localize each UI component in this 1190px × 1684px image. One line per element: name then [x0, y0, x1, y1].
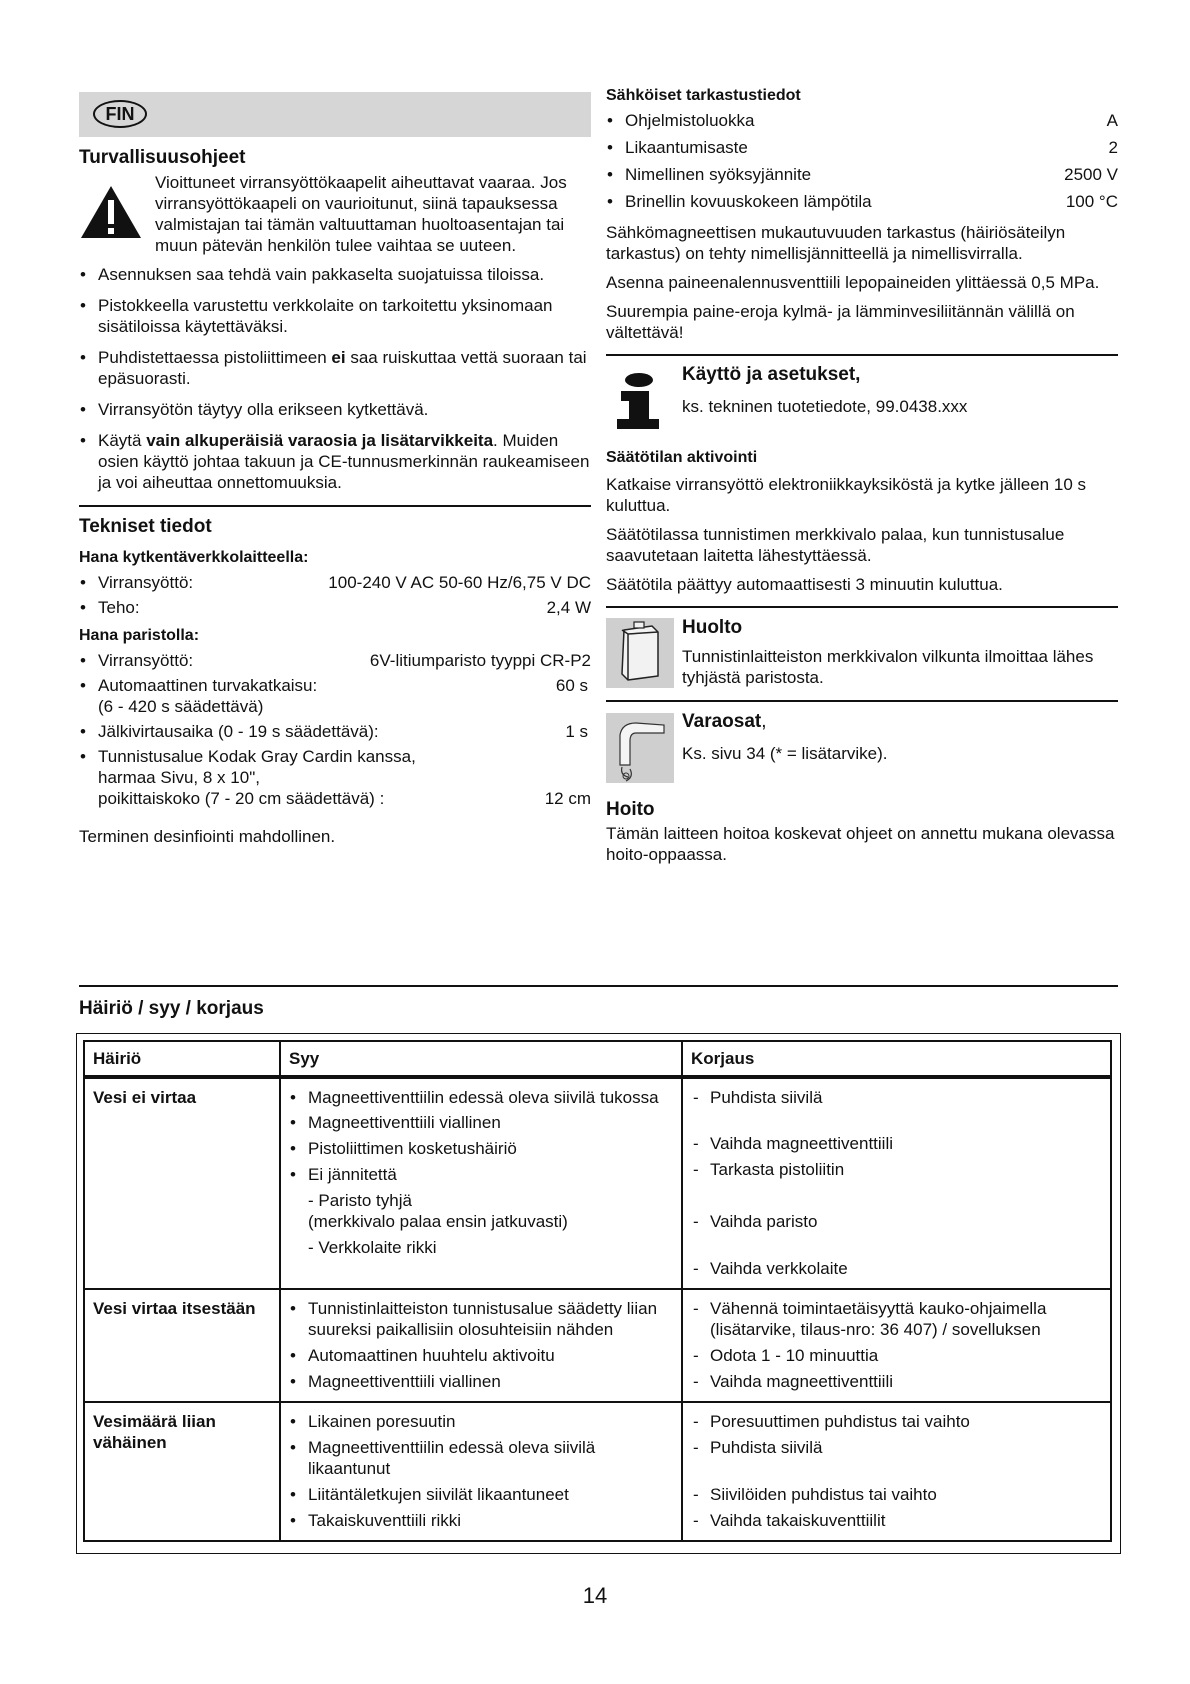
adjust-text-3: Säätötila päättyy automaattisesti 3 minuutin kuluttua. [606, 575, 1003, 594]
service-section [606, 616, 1118, 696]
column-header: Syy [280, 1041, 682, 1077]
troubleshooting-header [79, 985, 1118, 1021]
list-item: - Puhdista siivilä [691, 1087, 1102, 1108]
fix-cell [682, 1077, 1111, 1289]
usage-section [606, 363, 1118, 433]
care-text: Tämän laitteen hoitoa koskevat ohjeet on annettu mukana olevassa hoito-oppaassa. [606, 824, 1115, 864]
spec-row: • Nimellinen syöksyjännite 2500 V [606, 164, 1118, 185]
warning-text: Vioittuneet virransyöttökaapelit aiheuttavat vaaraa. Jos virransyöttökaapeli on vaurioitunut, siinä tapauksessa valmistajan tai tämän valtuuttaman huoltoasentajan tai muun pätevän henkilön tulee vaihtaa se uuteen. [155, 173, 567, 255]
language-bar [79, 92, 591, 137]
table-row [84, 1402, 1111, 1541]
fault-cell: Vesi virtaa itsestään [84, 1289, 280, 1402]
spares-title: Varaosat, [682, 711, 767, 732]
fault-cell: Vesimäärä liian vähäinen [84, 1402, 280, 1541]
troubleshooting-table [83, 1040, 1112, 1542]
column-header: Häiriö [84, 1041, 280, 1077]
usage-title: Käyttö ja asetukset, [682, 364, 861, 385]
service-text: Tunnistinlaitteiston merkkivalon vilkunta ilmoittaa lähes tyhjästä paristosta. [682, 647, 1094, 687]
fault-cell: Vesi ei virtaa [84, 1077, 280, 1289]
column-header: Korjaus [682, 1041, 1111, 1077]
cause-cell [280, 1077, 682, 1289]
battery-heading: Hana paristolla: [79, 627, 200, 644]
safety-title: Turvallisuusohjeet [79, 147, 246, 168]
troubleshooting-title: Häiriö / syy / korjaus [79, 998, 264, 1019]
emc-text: Sähkömagneettisen mukautuvuuden tarkastus (häiriösäteilyn tarkastus) on tehty nimellisjännitteellä ja nimellisvirralla. [606, 223, 1066, 263]
list-item: - Verkkolaite rikki [308, 1238, 437, 1257]
list-item: • Virransyötön täytyy olla erikseen kytkettävä. [79, 399, 591, 420]
tech-title: Tekniset tiedot [79, 516, 212, 537]
list-item: • Puhdistettaessa pistoliittimeen ei saa ruiskuttaa vettä suoraan tai epäsuorasti. [79, 347, 591, 389]
electrical-specs [606, 110, 1118, 212]
list-item: • Käytä vain alkuperäisiä varaosia ja lisätarvikkeita. Muiden osien käyttö johtaa takuun ja CE-tunnusmerkinnän raukeamiseen ja voi aiheuttaa onnettomuuksia. [79, 430, 591, 493]
list-item: • Magneettiventtiilin edessä oleva siivilä likaantunut [289, 1437, 673, 1479]
list-item: - Odota 1 - 10 minuuttia [691, 1345, 1102, 1366]
list-item: - Vaihda paristo [691, 1211, 1102, 1232]
table-header-row [84, 1041, 1111, 1077]
adjust-heading: Säätötilan aktivointi [606, 449, 758, 466]
fix-cell [682, 1402, 1111, 1541]
divider [79, 985, 1118, 987]
service-title: Huolto [682, 617, 743, 638]
left-column [79, 92, 591, 847]
list-item: - Tarkasta pistoliitin [691, 1159, 1102, 1180]
list-item: • Pistokkeella varustettu verkkolaite on tarkoitettu yksinomaan sisätiloissa käytettäväksi. [79, 295, 591, 337]
list-item: • Takaiskuventtiili rikki [289, 1510, 673, 1531]
list-item: • Magneettiventtiili viallinen [289, 1371, 673, 1392]
right-column [606, 86, 1118, 865]
spec-row: • Tunnistusalue Kodak Gray Cardin kanssa, harmaa Sivu, 8 x 10", poikittaiskoko (7 - 20 cm säädettävä) : 12 cm [79, 746, 591, 809]
divider [606, 606, 1118, 608]
troubleshooting-table-frame [76, 1033, 1121, 1554]
adjust-text-1: Katkaise virransyöttö elektroniikkayksiköstä ja kytke jälleen 10 s kuluttua. [606, 475, 1086, 515]
spares-text: Ks. sivu 34 (* = lisätarvike). [682, 744, 888, 763]
page-number: 14 [582, 1583, 608, 1608]
spec-row: • Brinellin kovuuskokeen lämpötila 100 °C [606, 191, 1118, 212]
cause-cell [280, 1289, 682, 1402]
list-item: • Ei jännitettä [289, 1164, 673, 1185]
safety-list [79, 264, 591, 493]
care-title: Hoito [606, 799, 655, 820]
faucet-icon [606, 713, 674, 783]
mains-specs [79, 572, 591, 618]
avoid-text: Suurempia paine-eroja kylmä- ja lämminvesiliitännän välillä on vältettävä! [606, 302, 1075, 342]
list-item: • Likainen poresuutin [289, 1411, 673, 1432]
list-item: • Magneettiventtiilin edessä oleva siivilä tukossa [289, 1087, 673, 1108]
cause-cell [280, 1402, 682, 1541]
list-item: • Magneettiventtiili viallinen [289, 1112, 673, 1133]
list-item: - Siivilöiden puhdistus tai vaihto [691, 1484, 1102, 1505]
table-row [84, 1077, 1111, 1289]
list-item: - Vaihda magneettiventtiili [691, 1133, 1102, 1154]
table-row [84, 1289, 1111, 1402]
warning-triangle-icon [79, 184, 143, 240]
language-badge: FIN [93, 100, 147, 128]
list-item: (merkkivalo palaa ensin jatkuvasti) [308, 1212, 568, 1231]
fix-cell [682, 1289, 1111, 1402]
divider [606, 354, 1118, 356]
divider [606, 700, 1118, 702]
list-item: • Liitäntäletkujen siivilät likaantuneet [289, 1484, 673, 1505]
spares-section [606, 710, 1118, 794]
list-item: • Automaattinen huuhtelu aktivoitu [289, 1345, 673, 1366]
adjust-text-2: Säätötilassa tunnistimen merkkivalo palaa, kun tunnistusalue saavutetaan laitetta lähestyttäessä. [606, 525, 1065, 565]
list-item: - Poresuuttimen puhdistus tai vaihto [691, 1411, 1102, 1432]
list-item: - Vaihda verkkolaite [691, 1258, 1102, 1279]
spec-row: • Teho: 2,4 W [79, 597, 591, 618]
spec-row: • Ohjelmistoluokka A [606, 110, 1118, 131]
list-item: • Tunnistinlaitteiston tunnistusalue säädetty liian suureksi paikallisiin olosuhteisiin nähden [289, 1298, 673, 1340]
list-item: - Vaihda takaiskuventtiilit [691, 1510, 1102, 1531]
divider [79, 505, 591, 507]
spec-row: • Automaattinen turvakatkaisu: 60 s (6 - 420 s säädettävä) [79, 675, 591, 717]
spec-row: • Jälkivirtausaika (0 - 19 s säädettävä): 1 s [79, 721, 591, 742]
mains-heading: Hana kytkentäverkkolaitteella: [79, 549, 309, 566]
usage-text: ks. tekninen tuotetiedote, 99.0438.xxx [682, 397, 968, 416]
battery-icon [606, 618, 674, 688]
list-item: • Asennuksen saa tehdä vain pakkaselta suojatuissa tiloissa. [79, 264, 591, 285]
spec-row: • Likaantumisaste 2 [606, 137, 1118, 158]
spec-row: • Virransyöttö: 6V-litiumparisto tyyppi CR-P2 [79, 650, 591, 671]
list-item: - Vähennä toimintaetäisyyttä kauko-ohjaimella (lisätarvike, tilaus-nro: 36 407) / sovelluksen [691, 1298, 1102, 1340]
pressure-text: Asenna paineenalennusventtiili lepopaineiden ylittäessä 0,5 MPa. [606, 273, 1100, 292]
list-item: - Paristo tyhjä [308, 1191, 412, 1210]
disinfection-note: Terminen desinfiointi mahdollinen. [79, 827, 336, 846]
warning-block [79, 172, 591, 256]
list-item: • Pistoliittimen kosketushäiriö [289, 1138, 673, 1159]
electrical-heading: Sähköiset tarkastustiedot [606, 87, 801, 104]
info-icon [611, 373, 667, 429]
list-item: - Vaihda magneettiventtiili [691, 1371, 1102, 1392]
list-item: - Puhdista siivilä [691, 1437, 1102, 1458]
spec-row: • Virransyöttö: 100-240 V AC 50-60 Hz/6,75 V DC [79, 572, 591, 593]
battery-specs [79, 650, 591, 809]
